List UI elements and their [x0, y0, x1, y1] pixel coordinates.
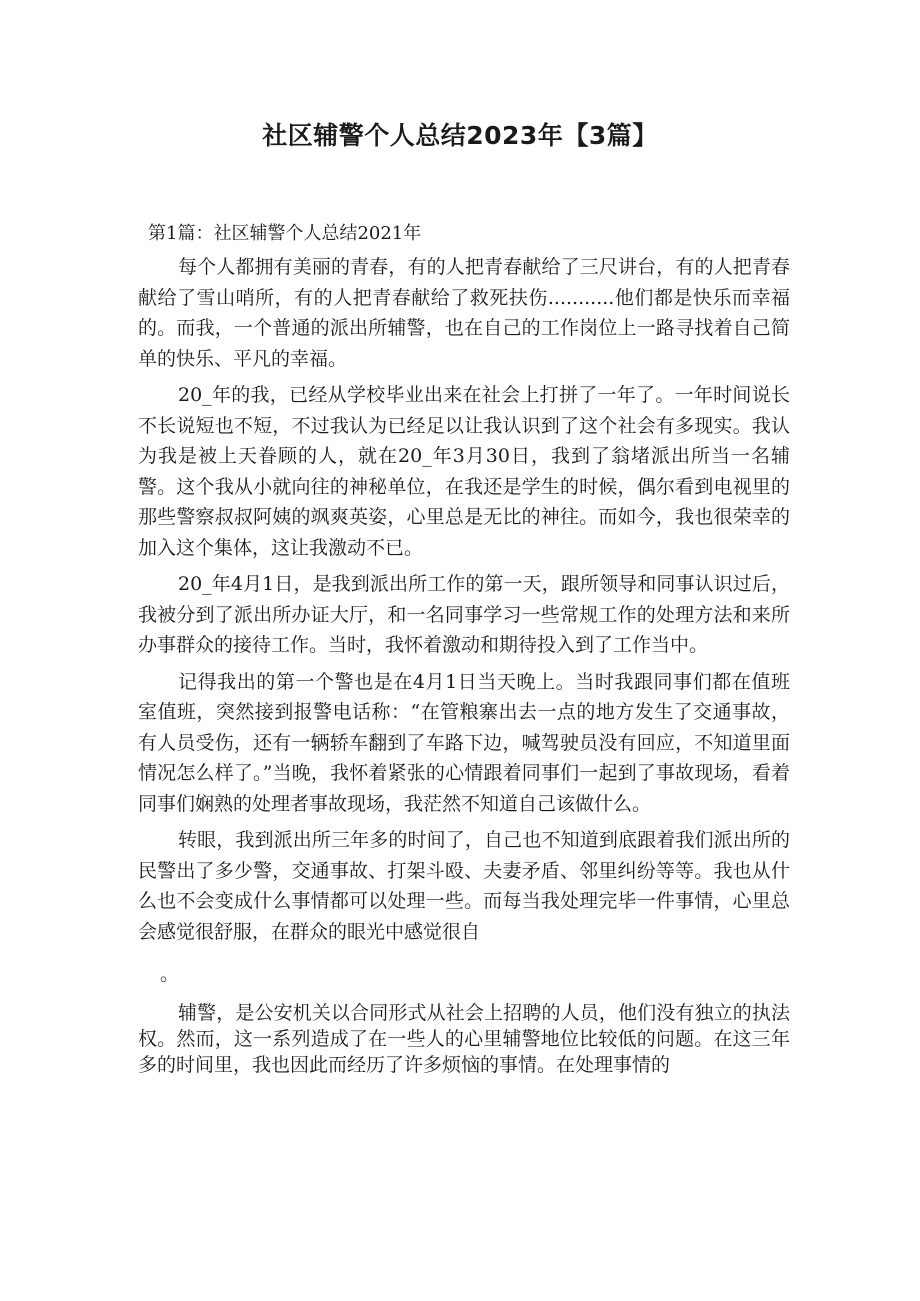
paragraph: 20_年的我，已经从学校毕业出来在社会上打拼了一年了。一年时间说长不长说短也不短，不过我认为已经足以让我认识到了这个社会有多现实。我认为我是被上天眷顾的人，就在20_年3月30日，我到了翁堵派出所当一名辅警。这个我从小就向往的神秘单位，在我还是学生的时候，偶尔看到电视里的那些警察叔叔阿姨的飒爽英姿，心里总是无比的神往。而如今，我也很荣幸的加入这个集体，这让我激动不已。 [138, 384, 790, 559]
paragraph: 每个人都拥有美丽的青春，有的人把青春献给了三尺讲台，有的人把青春献给了雪山哨所，有的人把青春献给了救死扶伤...........他们都是快乐而幸福的。而我，一个普通的派出所辅警，也在自己的工作岗位上一路寻找着自己简单的快乐、平凡的幸福。 [138, 256, 790, 370]
paragraph: 20_年4月1日，是我到派出所工作的第一天，跟所领导和同事认识过后，我被分到了派出所办证大厅，和一名同事学习一些常规工作的处理方法和来所办事群众的接待工作。当时，我怀着激动和期待投入到了工作当中。 [138, 573, 790, 656]
document-body [138, 252, 790, 1078]
paragraph: 记得我出的第一个警也是在4月1日当天晚上。当时我跟同事们都在值班室值班，突然接到报警电话称：“在管粮寨出去一点的地方发生了交通事故，有人员受伤，还有一辆轿车翻到了车路下边，喊驾驶员没有回应，不知道里面情况怎么样了。”当晚，我怀着紧张的心情跟着同事们一起到了事故现场，看着同事们娴熟的处理者事故现场，我茫然不知道自己该做什么。 [138, 670, 790, 815]
paragraph: 转眼，我到派出所三年多的时间了，自己也不知道到底跟着我们派出所的民警出了多少警，交通事故、打架斗殴、夫妻矛盾、邻里纠纷等等。我也从什么也不会变成什么事情都可以处理一些。而每当我处理完毕一件事情，心里总会感觉很舒服，在群众的眼光中感觉很自 [138, 829, 790, 943]
chapter-heading: 第1篇：社区辅警个人总结2021年 [148, 223, 422, 244]
paragraph: 辅警，是公安机关以合同形式从社会上招聘的人员，他们没有独立的执法权。然而，这一系列造成了在一些人的心里辅警地位比较低的问题。在这三年多的时间里，我也因此而经历了许多烦恼的事情。在处理事情的 [138, 1001, 790, 1076]
document-title: 社区辅警个人总结2023年【3篇】 [262, 121, 658, 150]
paragraph-fragment: 。 [160, 963, 180, 985]
